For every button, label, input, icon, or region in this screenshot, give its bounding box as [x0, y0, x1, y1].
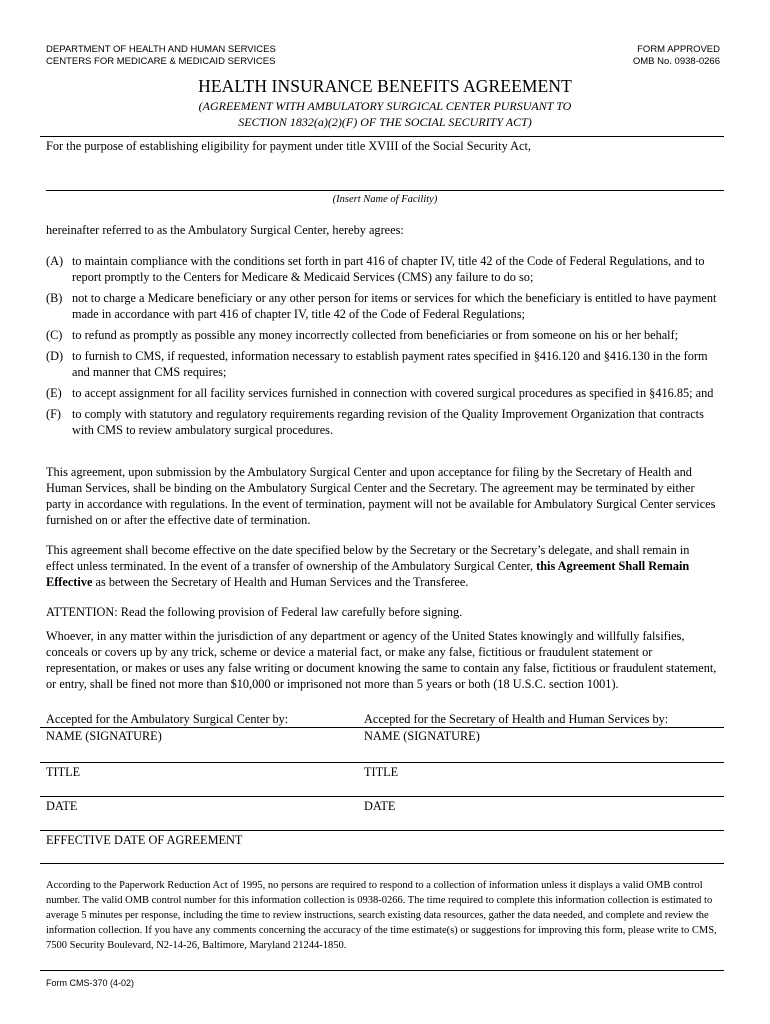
right-title-field[interactable] — [364, 780, 720, 794]
item-text: to refund as promptly as possible any money incorrectly collected from beneficiaries or from someone on his or her behalf; — [72, 328, 679, 342]
omb-number: OMB No. 0938-0266 — [632, 56, 720, 67]
list-item — [46, 327, 726, 343]
footer-divider — [40, 970, 724, 971]
facility-name-underline — [46, 190, 724, 191]
item-label: (E) — [46, 386, 62, 400]
signature-divider — [40, 727, 724, 728]
effective-date-label: EFFECTIVE DATE OF AGREEMENT — [46, 833, 243, 847]
agreement-paragraph: This agreement, upon submission by the Ambulatory Surgical Center and upon acceptance for filing by the Secretary of Health and Human Services, shall be binding on the Ambulatory Surgical Center and the Secretary. The agreement may be terminated by either party in accordance with regulations. In the event of termination, payment will not be available for Ambulatory Surgical Center services furnished on or after the effective date of termination. — [46, 465, 716, 527]
form-subtitle — [0, 98, 770, 130]
list-item — [46, 290, 726, 322]
agency-name: CENTERS FOR MEDICARE & MEDICAID SERVICES — [46, 56, 276, 67]
item-text: to accept assignment for all facility services furnished in connection with covered surgical procedures as specified in §416.85; and — [72, 386, 714, 400]
item-label: (A) — [46, 254, 64, 268]
effective-row-line — [40, 863, 724, 864]
item-text: to comply with statutory and regulatory requirements regarding revision of the Quality Improvement Organization that contracts with CMS to review ambulatory surgical procedures. — [72, 407, 704, 437]
effective-paragraph — [46, 542, 718, 590]
list-item — [46, 406, 726, 438]
right-title-label: TITLE — [364, 765, 399, 779]
item-label: (C) — [46, 328, 63, 342]
left-date-label: DATE — [46, 799, 78, 813]
false-statement-warning: Whoever, in any matter within the jurisdiction of any department or agency of the United States knowingly and willfully falsifies, conceals or covers up by any trick, scheme or device a material fact, or make any false, fictitious or fraudulent statement or representation, or makes or uses any false writing or document knowing the same to contain any false, fictitious or fraudulent statement, or entry, shall be fined not more than $10,000 or imprisoned not more than 5 years or both (18 U.S.C. section 1001). — [46, 629, 717, 691]
list-item — [46, 348, 726, 380]
hereinafter-statement: hereinafter referred to as the Ambulatory Surgical Center, hereby agrees: — [46, 223, 404, 237]
right-date-field[interactable] — [364, 814, 720, 828]
item-label: (D) — [46, 349, 64, 363]
attention-notice: ATTENTION: Read the following provision of Federal law carefully before signing. — [46, 605, 463, 619]
name-row-line — [40, 762, 724, 763]
date-row-line — [40, 830, 724, 831]
form-number: Form CMS-370 (4-02) — [46, 978, 135, 988]
item-text: to furnish to CMS, if requested, information necessary to establish payment rates specified in §416.120 and §416.130 in the form and manner that CMS requires; — [72, 349, 708, 379]
left-name-signature-label: NAME (SIGNATURE) — [46, 729, 162, 743]
subtitle-line-2: SECTION 1832(a)(2)(F) OF THE SOCIAL SECURITY ACT) — [238, 115, 532, 129]
item-text: not to charge a Medicare beneficiary or any other person for items or services for which the beneficiary is entitled to have payment made in accordance with part 416 of chapter IV, title 42 of the Code of Federal Regulations; — [72, 291, 717, 321]
right-signature-field[interactable] — [364, 745, 720, 760]
item-label: (F) — [46, 407, 62, 421]
effective-text-end: as between the Secretary of Health and Human Services and the Transferee. — [92, 575, 469, 589]
effective-text-bold: this Agreement Shall Remain Effective — [46, 559, 690, 589]
form-title: HEALTH INSURANCE BENEFITS AGREEMENT — [198, 76, 572, 96]
purpose-statement: For the purpose of establishing eligibility for payment under title XVIII of the Social Security Act, — [46, 139, 531, 153]
item-text: to maintain compliance with the conditions set forth in part 416 of chapter IV, title 42 of the Code of Federal Regulations, and to report promptly to the Centers for Medicare & Medicaid Services (CMS) any failure to do so; — [72, 254, 705, 284]
facility-name-caption: (Insert Name of Facility) — [332, 194, 438, 205]
right-date-label: DATE — [364, 799, 396, 813]
omb-approval — [633, 44, 720, 68]
title-row-line — [40, 796, 724, 797]
left-signature-heading: Accepted for the Ambulatory Surgical Center by: — [46, 712, 289, 726]
title-divider — [40, 136, 724, 137]
list-item — [46, 253, 726, 285]
item-label: (B) — [46, 291, 63, 305]
form-approved-label: FORM APPROVED — [637, 44, 720, 55]
subtitle-line-1: (AGREEMENT WITH AMBULATORY SURGICAL CENTER PURSUANT TO — [198, 99, 572, 113]
effective-date-field[interactable] — [46, 850, 720, 862]
left-date-field[interactable] — [46, 814, 346, 828]
facility-name-field[interactable] — [46, 170, 724, 188]
department-name: DEPARTMENT OF HEALTH AND HUMAN SERVICES — [46, 44, 276, 55]
left-signature-field[interactable] — [46, 745, 346, 760]
list-item — [46, 385, 726, 401]
left-title-field[interactable] — [46, 780, 346, 794]
effective-text-start: This agreement shall become effective on the date specified below by the Secretary or the Secretary’s delegate, and shall remain in effect unless terminated. In the event of a transfer of ownership of the Ambulatory Surgical Center, — [46, 543, 690, 573]
right-name-signature-label: NAME (SIGNATURE) — [364, 729, 480, 743]
agreement-items — [46, 253, 726, 443]
right-signature-heading: Accepted for the Secretary of Health and Human Services by: — [364, 712, 669, 726]
left-title-label: TITLE — [46, 765, 81, 779]
agency-header — [46, 44, 276, 68]
paperwork-reduction-notice: According to the Paperwork Reduction Act of 1995, no persons are required to respond to a collection of information unless it displays a valid OMB control number. The valid OMB control number for this information collection is 0938-0266. The time required to complete this information collection is estimated to average 5 minutes per response, including the time to review instructions, search existing data resources, gather the data needed, and complete and review the information collection. If you have any comments concerning the accuracy of the time estimate(s) or suggestions for improving this form, please write to CMS, 7500 Security Boulevard, N2-14-26, Baltimore, Maryland 21244-1850. — [46, 880, 717, 951]
